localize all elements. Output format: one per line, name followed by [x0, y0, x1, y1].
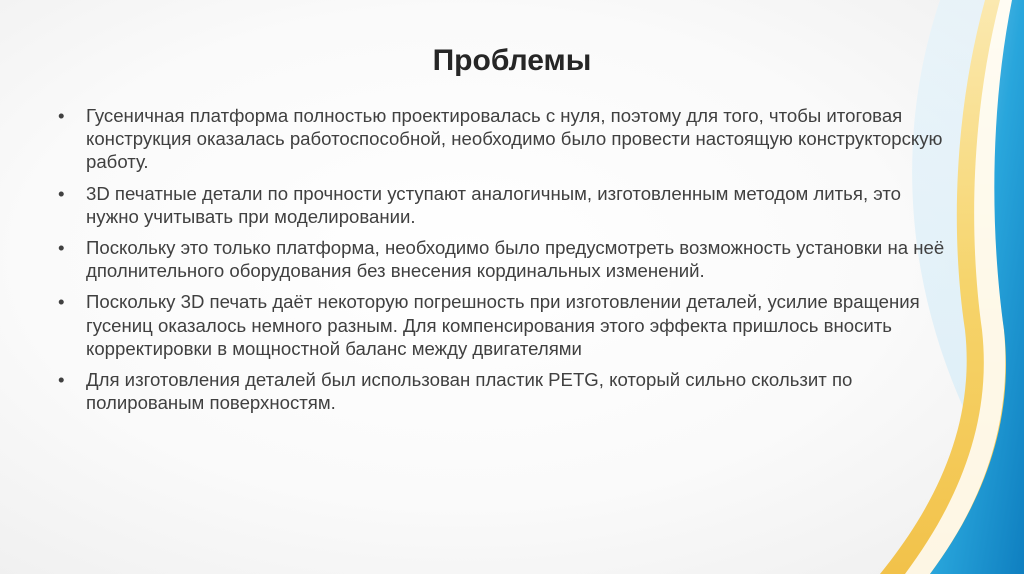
- bullet-text: Гусеничная платформа полностью проектировалась с нуля, поэтому для того, чтобы итоговая конструкция оказалась работоспособной, необходимо было провести настоящую конструкторскую работу.: [86, 105, 943, 173]
- bullet-item: [58, 368, 948, 414]
- bullet-item: [58, 236, 948, 282]
- bullet-dot-icon: •: [58, 291, 65, 313]
- bullet-list: [58, 104, 948, 422]
- bullet-dot-icon: •: [58, 237, 65, 259]
- bullet-text: Поскольку 3D печать даёт некоторую погрешность при изготовлении деталей, усилие вращения гусениц оказалось немного разным. Для компенсирования этого эффекта пришлось вносить корректировки в мощностной баланс между двигателями: [86, 291, 920, 359]
- bullet-item: [58, 104, 948, 174]
- bullet-item: [58, 182, 948, 228]
- bullet-dot-icon: •: [58, 369, 65, 391]
- bullet-dot-icon: •: [58, 105, 65, 126]
- bullet-text: Для изготовления деталей был использован пластик PETG, который сильно скользит по полированым поверхностям.: [86, 369, 853, 414]
- bullet-text: Поскольку это только платформа, необходимо было предусмотреть возможность установки на неё дполнительного оборудования без внесения кординальных изменений.: [86, 237, 945, 282]
- bullet-dot-icon: •: [58, 182, 65, 204]
- bullet-text: 3D печатные детали по прочности уступают аналогичным, изготовленным методом литья, это нужно учитывать при моделировании.: [86, 182, 901, 227]
- slide-title: Проблемы: [432, 44, 592, 77]
- bullet-item: [58, 290, 948, 360]
